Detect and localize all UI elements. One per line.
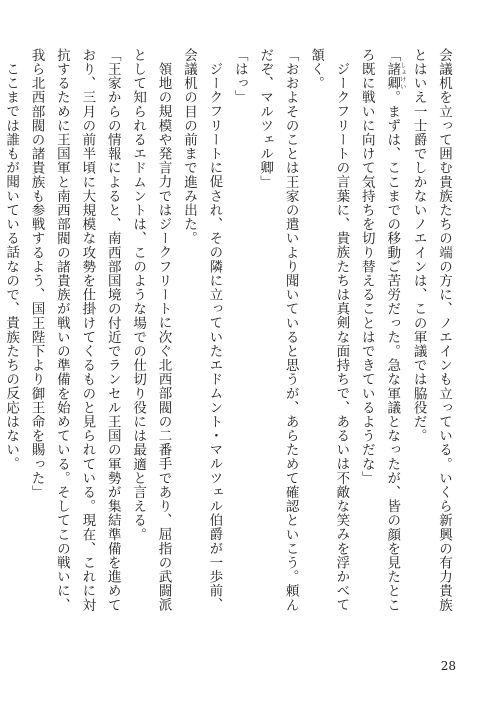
paragraph: 会議机を立って囲む貴族たちの端の方に、ノエインも立っている。いくら新興の有力貴族とはいえ一士爵でしかないノエインは、この軍議では脇役だ。 xyxy=(410,48,452,612)
ruby-base: 諸卿 xyxy=(384,62,401,91)
dialogue-open-quote: 「 xyxy=(384,48,401,63)
dialogue-paragraph: 「はっ」 xyxy=(231,48,248,105)
dialogue-text: 。まずは、ここまでの移動ご苦労だった。急な軍議となったが、皆の顔を見たところ既に戦いに向けて気持ちを切り替えることはできているようだな」 xyxy=(358,48,401,613)
dialogue-paragraph: 「王家からの情報によると、南西部国境の付近でランセル王国の軍勢が集結準備を進めており、三月の前半頃に大規模な攻勢を仕掛けてくるものと見られている。現在、これに対抗するために王国軍と南西部閥の諸貴族が戦いの準備を始めている。そしてこの戦いに、我ら北西部閥の諸貴族も参戦するよう、国王陛下より御王命を賜った」 xyxy=(28,48,121,612)
paragraph: ジークフリートに促され、その隣に立っていたエドムント・マルツェル伯爵が一歩前、会議机の目の前まで進み出た。 xyxy=(180,48,223,612)
paragraph: 領地の規模や発言力ではジークフリートに次ぐ北西部閥の二番手であり、屈指の武闘派として知られるエドムントは、このような場での仕切り役には最適と言える。 xyxy=(130,48,172,612)
paragraph: ジークフリートの言葉に、貴族たちは真剣な面持ちで、あるいは不敵な笑みを浮かべて頷く。 xyxy=(307,48,350,612)
dialogue-paragraph: 「おおよそのことは王家の遣いより聞いていると思うが、あらためて確認といこう。頼んだぞ、マルツェル卿」 xyxy=(257,48,299,612)
paragraph: ここまでは誰もが聞いている話なので、貴族たちの反応はない。 xyxy=(3,61,20,471)
novel-body-text xyxy=(0,48,456,614)
ruby-word xyxy=(384,62,406,91)
dialogue-paragraph xyxy=(353,48,405,614)
ruby-reading: しょけい xyxy=(398,62,406,91)
page-number: 28 xyxy=(440,659,456,673)
